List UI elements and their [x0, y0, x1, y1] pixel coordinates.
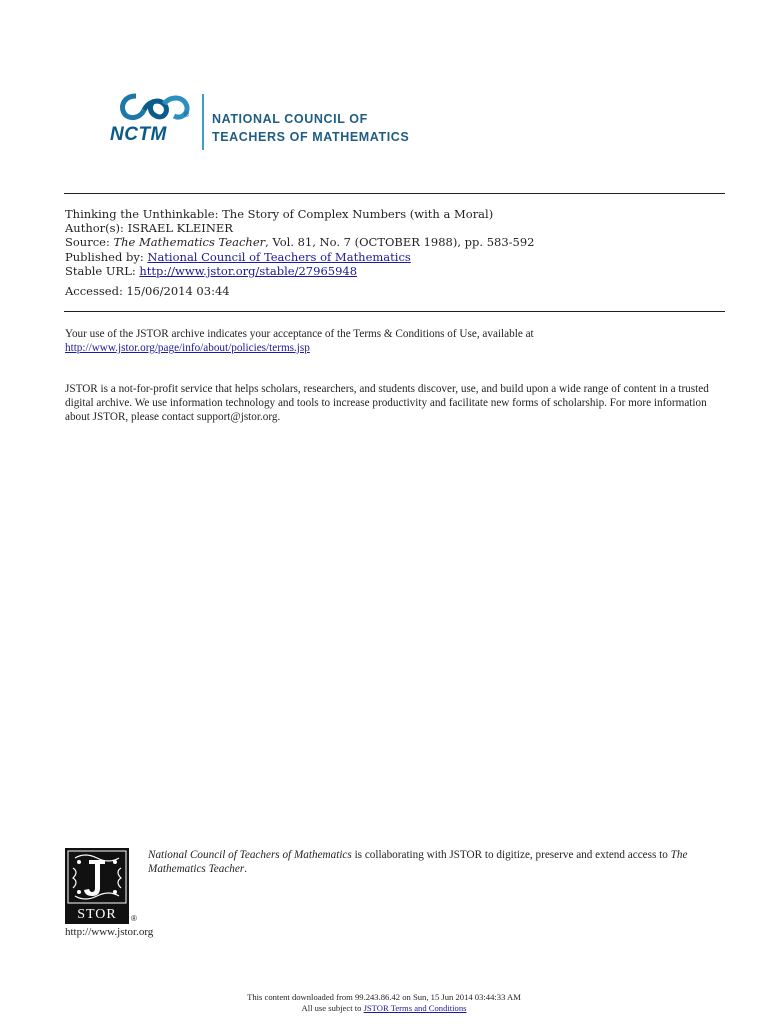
jstor-wordmark: STOR [65, 906, 129, 924]
footer-terms-line [0, 1003, 768, 1014]
stable-url-link[interactable]: http://www.jstor.org/stable/27965948 [139, 263, 358, 278]
source-line [65, 235, 725, 249]
source-journal: The Mathematics Teacher [113, 235, 266, 250]
terms-url-link[interactable]: http://www.jstor.org/page/info/about/policies/terms.jsp [65, 342, 310, 354]
jstor-url: http://www.jstor.org [65, 926, 154, 938]
stable-url-label: Stable URL: [65, 263, 140, 278]
top-divider [64, 193, 725, 194]
stable-url-line [65, 264, 725, 278]
accessed-line: Accessed: 15/06/2014 03:44 [65, 284, 230, 299]
collab-middle-text: is collaborating with JSTOR to digitize, preserve and extend access to [351, 849, 671, 861]
published-label: Published by: [65, 249, 148, 264]
citation-block [65, 207, 725, 298]
logo-organization-name [212, 110, 409, 146]
terms-notice [65, 327, 727, 355]
logo-name-line-1: NATIONAL COUNCIL OF [212, 112, 368, 126]
source-details: , Vol. 81, No. 7 (OCTOBER 1988), pp. 583-592 [265, 235, 535, 250]
article-title: Thinking the Unthinkable: The Story of Complex Numbers (with a Moral) [65, 207, 494, 221]
collaboration-statement [148, 849, 728, 876]
source-label: Source: [65, 235, 114, 250]
authors-value: ISRAEL KLEINER [127, 221, 233, 236]
nctm-infinity-logo-icon [114, 92, 194, 122]
logo-registered-mark: ® [184, 112, 190, 119]
authors-label: Author(s): [65, 221, 128, 236]
logo-divider [202, 94, 204, 150]
jstor-registered-mark: ® [131, 914, 137, 923]
published-line [65, 250, 725, 264]
collab-end: . [244, 862, 248, 875]
terms-notice-text: Your use of the JSTOR archive indicates your acceptance of the Terms & Conditions of Use, available at [65, 328, 534, 340]
collab-publisher: National Council of Teachers of Mathematics [148, 849, 352, 861]
jstor-logo [65, 848, 129, 926]
jstor-emblem-icon [65, 848, 129, 906]
logo-abbreviation: NCTM [110, 124, 167, 145]
middle-divider [64, 311, 725, 312]
nctm-logo [108, 92, 438, 154]
logo-name-line-2: TEACHERS OF MATHEMATICS [212, 130, 410, 144]
publisher-link[interactable]: National Council of Teachers of Mathematics [147, 249, 411, 264]
footer-terms-link[interactable]: JSTOR Terms and Conditions [363, 1002, 467, 1013]
jstor-about-paragraph: JSTOR is a not-for-profit service that helps scholars, researchers, and students discover, use, and build upon a wide range of content in a trusted digital archive. We use information technology and tools to increase productivity and facilitate new forms of scholarship. For more information about JSTOR, please contact support@jstor.org. [65, 383, 709, 423]
collab-journal: The Mathematics Teacher [148, 849, 688, 875]
authors-line [65, 221, 725, 235]
footer-terms-prefix: All use subject to [301, 1002, 364, 1013]
footer-download-line: This content downloaded from 99.243.86.42 on Sun, 15 Jun 2014 03:44:33 AM [247, 992, 521, 1002]
page-footer [0, 992, 768, 1013]
